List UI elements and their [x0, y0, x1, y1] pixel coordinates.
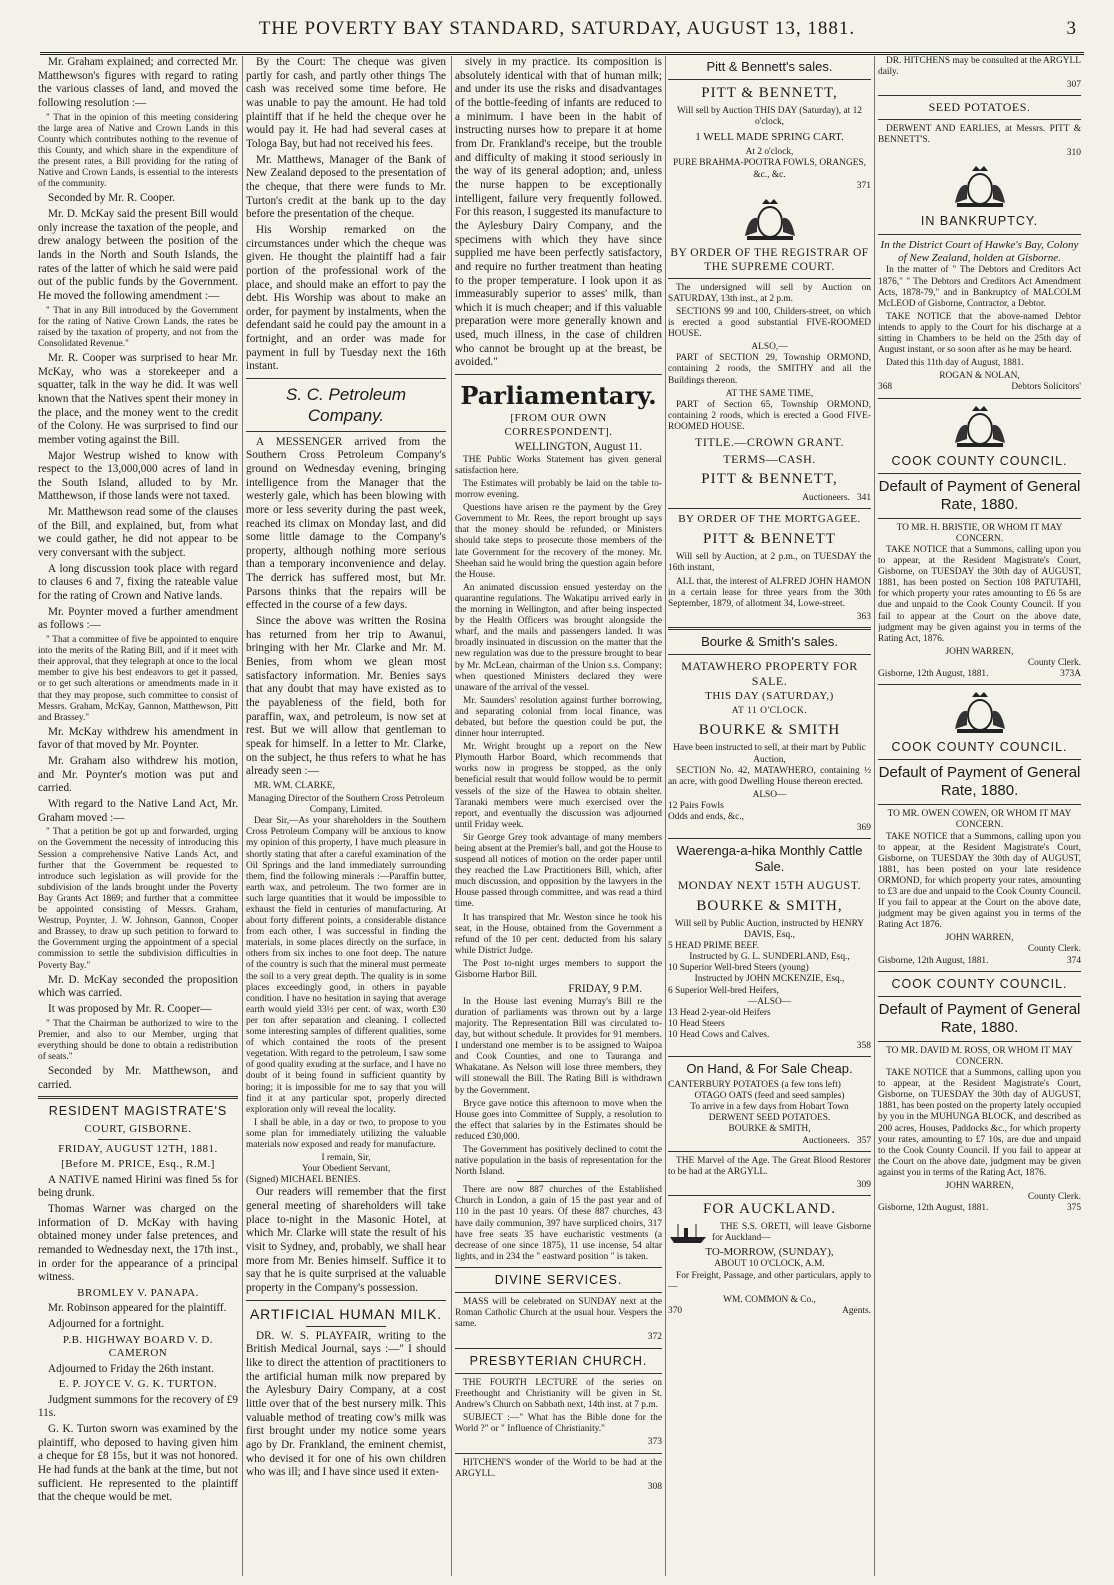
ad-line: 6 Superior Well-bred Heifers,	[668, 985, 780, 996]
section-rule	[455, 1292, 662, 1293]
section-rule	[878, 996, 1081, 997]
paragraph: Mr. D. McKay said the present Bill would only increase the taxation of the people, and drew analogy between the position of the lands in the North and South Islands, the rates of the latter of which he said were paid out of the public funds by the Government. He moved the following amendment :—	[38, 207, 238, 302]
section-rule	[878, 759, 1081, 760]
ad-line: The undersigned will sell by Auction on SATURDAY, 13th inst., at 2 p.m.	[668, 282, 871, 304]
notice: THE FOURTH LECTURE of the series on Freethought and Christianity will be given in St. Andrew's Church on Sabbath next, 14th inst. at 7 p.m.	[455, 1377, 662, 1411]
section-heading: PRESBYTERIAN CHURCH.	[469, 1353, 648, 1368]
ad-number: 374	[1066, 955, 1081, 966]
ad-line: MONDAY NEXT 15TH AUGUST.	[677, 878, 862, 893]
news-item: Bryce gave notice this afternoon to move when the House goes into Committee of Supply, a resolution to the effect that salaries by in the Estimates should be reduced £30,000.	[455, 1098, 662, 1142]
column-5	[878, 56, 1081, 1576]
section-rule	[246, 431, 446, 432]
case-title: BROMLEY V. PANAPA.	[77, 1286, 199, 1299]
ad-line: CANTERBURY POTATOES (a few tons left)	[668, 1080, 841, 1091]
section-heading: Bourke & Smith's sales.	[701, 634, 838, 650]
ad-number: 375	[1066, 1203, 1081, 1214]
ad-number: 358	[856, 1040, 871, 1051]
notice-addressee: TO MR. OWEN COWEN, OR WHOM IT MAY CONCERN.	[887, 809, 1072, 831]
ad-line: Dated this 11th day of August, 1881.	[886, 358, 1024, 369]
ad-number: 369	[856, 823, 871, 834]
paragraph: Thomas Warner was charged on the information of D. McKay with having obtained money under false pretences, and remanded to Wednesday next, the 17th inst., in order for the appearance of a principal witness.	[38, 1203, 238, 1284]
letter-body: I shall be able, in a day or two, to propose to you some plan for immediately utilizing the valuable materials now exposed and ready for manufacture.	[246, 1117, 446, 1150]
ad-heading: Waerenga-a-hika Monthly Cattle Sale.	[676, 843, 863, 875]
notice-signature-title: County Clerk.	[1027, 944, 1081, 955]
section-rule	[878, 398, 1081, 399]
news-item: There are now 887 churches of the Established Church in London, a gain of 15 the past year and of 110 in the past 10 years. Of these 887 churches, 43 have daily communion, 397 have surpliced choirs, 317 have free seats 35 have eucharistic vestments (a decrease of one since 1875), 11 use incense, 54 altar lights, and in 234 the " eastward position " is taken.	[455, 1185, 662, 1262]
section-rule	[668, 79, 871, 80]
court-name: In the District Court of Hawke's Bay, Colony of New Zealand, holden at Gisborne.	[880, 238, 1079, 265]
ad-line: BOURKE & SMITH,	[728, 1124, 811, 1135]
ad-number: 310	[1066, 148, 1081, 159]
ad-number: 371	[856, 180, 871, 191]
section-rule	[668, 278, 871, 279]
auctioneer-name: BOURKE & SMITH	[698, 722, 841, 739]
ad-number: 308	[647, 1481, 662, 1492]
ad-heading: FOR AUCKLAND.	[702, 1201, 836, 1217]
notice: HITCHEN'S wonder of the World to be had at the ARGYLL.	[455, 1457, 662, 1479]
ad-line: THIS DAY (SATURDAY,)	[705, 690, 834, 703]
paragraph: Mr. Graham explained; and corrected Mr. Matthewson's figures with regard to rating the various classes of land, and moved the following resolution :—	[38, 56, 238, 109]
ad-line: DR. HITCHENS may be consulted at the ARGYLL daily.	[878, 56, 1081, 78]
section-rule	[878, 518, 1081, 519]
auctioneer-name: PITT & BENNETT,	[701, 471, 838, 488]
ad-line: Auctioneers.	[802, 1135, 850, 1146]
paragraph: Adjourned for a fortnight.	[48, 1318, 165, 1331]
paragraph: Mr. R. Cooper was surprised to hear Mr. McKay, who was a storekeeper and a squatter, talk in the way he did. It was well known that the Natives spent their money in the place, and the money went to the credit of the Colony. He was surprised to find our member voting against the Bill.	[38, 351, 238, 446]
letter-addressee-title: Managing Director of the Southern Cross Petroleum Company, Limited.	[247, 794, 445, 816]
article-heading: Parliamentary.	[460, 381, 657, 411]
ad-number: 307	[1066, 80, 1081, 91]
ad-line: —ALSO—	[747, 996, 792, 1007]
ad-line: SECTION No. 42, MATAWHERO, containing ½ an acre, with good Dwelling House thereon erected.	[668, 765, 871, 787]
case-title: E. P. JOYCE V. G. K. TURTON.	[58, 1378, 218, 1391]
section-rule	[878, 971, 1081, 972]
section-rule	[668, 1195, 871, 1196]
section-rule	[38, 1096, 238, 1099]
ad-line: TITLE.—CROWN GRANT.	[695, 435, 844, 450]
masthead	[0, 0, 1114, 58]
news-item: Mr. Saunders' resolution against further borrowing, and separating colonial from local finance, was debated, but before the question could be put, the dinner hour interrupted.	[455, 695, 662, 740]
ad-heading: IN BANKRUPTCY.	[920, 214, 1039, 229]
amendment-quote: " That in any Bill introduced by the Government for the rating of Native Crown Lands, the rates be raised by the taxation of property, and not from the Consolidated Revenue."	[38, 305, 238, 349]
section-heading: BY ORDER OF THE REGISTRAR OF THE SUPREME COURT.	[670, 246, 869, 273]
paragraph: Mr. Poynter moved a further amendment as follows :—	[38, 605, 238, 632]
news-item: Questions have arisen re the payment by the Grey Government to Mr. Rees, the report brought up says that the money should be refunded, or Ministers should take steps to prosecute those members of the late Government for the recovery of the money. Mr. Sheehan said he would bring the question again before the House.	[455, 503, 662, 580]
ad-number: 370	[668, 1305, 683, 1316]
ad-line: Auctioneers.	[802, 492, 850, 503]
ad-line: Have been instructed to sell, at their mart by Public Auction,	[673, 743, 866, 765]
short-rule	[517, 1181, 600, 1182]
news-item: In the House last evening Murray's Bill re the duration of parliaments was thrown out by a large majority. The Representation Bill was circulated to-day, but without schedule. It provides for 91 members. I understand one member is to be assigned to Waipoa and Cook Counties, and one to Tauranga and Whakatane. As Nelson will lose three members, they will stonewall the Bill. The Rating Bill is withdrawn by the Government.	[455, 996, 662, 1096]
news-item: THE Public Works Statement has given general satisfaction here.	[455, 454, 662, 476]
ad-line: ROGAN & NOLAN,	[939, 371, 1020, 382]
section-rule	[668, 1151, 871, 1152]
short-rule	[98, 1139, 178, 1140]
motion-quote: " That the Chairman be authorized to wire to the Premier, and also to our Member, urging that everything should be done to obtain a redistribution of seats."	[38, 1018, 238, 1062]
column-divider	[665, 56, 666, 1576]
royal-crest-icon	[945, 689, 1015, 735]
section-rule	[455, 1373, 662, 1374]
ad-line: OTAGO OATS (feed and seed samples)	[694, 1091, 845, 1102]
letter-closing: I remain, Sir,	[321, 1153, 371, 1164]
ad-line: Instructed by JOHN MCKENZIE, Esq.,	[694, 974, 845, 985]
ad-line: 1 WELL MADE SPRING CART.	[695, 131, 844, 144]
article-heading: ARTIFICIAL HUMAN MILK.	[249, 1305, 443, 1322]
ad-line: TERMS—CASH.	[723, 451, 816, 466]
section-rule	[878, 804, 1081, 805]
ad-line: 10 Head Steers	[668, 1018, 725, 1029]
notice-signature: JOHN WARREN,	[945, 646, 1014, 657]
ad-line: Debtors Solicitors'	[1011, 382, 1081, 393]
ad-line: AT THE SAME TIME,	[725, 388, 814, 399]
ad-line: To arrive in a few days from Hobart Town	[690, 1102, 849, 1113]
ad-line: THE S.S. ORETI, will leave Gisborne for Auckland—	[712, 1222, 871, 1244]
auctioneer-name: PITT & BENNETT,	[701, 84, 838, 101]
paragraph: Judgment summons for the recovery of £9 11s.	[38, 1393, 238, 1420]
column-4	[668, 56, 871, 1576]
ad-line: For Freight, Passage, and other particulars, apply to—	[668, 1270, 871, 1292]
ad-line: 10 Head Cows and Calves.	[668, 1029, 770, 1040]
news-item: The Estimates will probably be laid on the table to-morrow evening.	[455, 479, 662, 501]
ad-number: 368	[878, 382, 893, 393]
masthead-rule	[40, 52, 1084, 55]
section-rule	[455, 1453, 662, 1454]
dateline: FRIDAY, 9 P.M.	[568, 983, 642, 996]
news-item: An animated discussion ensued yesterday on the quarantine regulations. The Wakatipu arrived early in the morning in Wellington, and after being inspected by the Health Officers was brought alongside the wharf, and the mails and passengers landed. It was broadly insinuated in discussion on the matter that the new regulation was due to the pressure brought to bear by Mr. McLean, chairman of the Union s.s. Company; when questioned Ministers declared they were unaware of the arrival of the vessel.	[455, 582, 662, 693]
paragraph: sively in my practice. Its composition is absolutely identical with that of human milk; and under its use the risks and disadvantages of the bottle-feeding of infants are reduced to a minimum. I have been in the habit of instructing nurses how to prepare it at home from Dr. Frankland's receipe, but the trouble and difficulty of making it stood seriously in the way of its general adoption; and, unless the nurse happen to be exceptionally intelligent, failure very frequently followed. For this reason, I suggested its manufacture to the Aylesbury Dairy Company, and the specimens with which they have since supplied me have been perfectly satisfactory, and require no further treatment than heating to the proper temperature. I look upon it as immeasurably superior to asses' milk, than which it is much cheaper; and if this valuable preparation were more generally known and used, much illness, in the case of children who cannot be brought up at the breast, be avoided."	[455, 56, 662, 369]
ad-line: ALSO,—	[751, 342, 788, 353]
paragraph: DR. W. S. PLAYFAIR, writing to the British Medical Journal, says :—" I should like to direct the attention of practitioners to the artificial human milk now prepared by the Aylesbury Dairy Company, at a cost little over that of the best nursery milk. This valuable method of treating cow's milk was first brought under my notice some years ago by Dr. Frankland, the eminent chemist, who devised it for one of his own children who was ill; and I have since used it exten-	[246, 1329, 446, 1479]
ad-number: 309	[856, 1179, 871, 1190]
paragraph: Seconded by Mr. R. Cooper.	[48, 192, 176, 205]
dateline: WELLINGTON, August 11.	[514, 441, 642, 454]
ad-number: 363	[856, 611, 871, 622]
section-rule	[668, 1056, 871, 1057]
paragraph: Our readers will remember that the first general meeting of shareholders will take place to-night in the Masonic Hotel, at which Mr. Clarke will state the result of his visit to Sydney, and, probably, we shall hear more from Mr. Benies himself. Suffice it to say that he is quite surprised at the valuable property in the Company's possession.	[246, 1186, 446, 1294]
section-rule	[455, 374, 662, 375]
ad-heading: On Hand, & For Sale Cheap.	[686, 1061, 853, 1077]
section-rule	[878, 473, 1081, 474]
section-rule	[246, 1300, 446, 1301]
paragraph: With regard to the Native Land Act, Mr. Graham moved :—	[38, 798, 238, 824]
ad-line: ABOUT 10 O'CLOCK, A.M.	[714, 1259, 825, 1270]
paragraph: Seconded by Mr. Matthewson, and carried.	[38, 1064, 238, 1091]
notice-body: TAKE NOTICE that a Summons, calling upon you to appear, at the Resident Magistrate's Court, Gisborne, on TUESDAY the 30th day of AUGUST, 1881, has been posted on Section 108 PATUTAHI, for which property your rates amounting to £6 5s are due and unpaid to the Cook County Council. If you fail to appear at the Court on the above date, judgment may be given against you in terms of the Rating Act, 1876.	[878, 544, 1081, 644]
royal-crest-icon	[945, 403, 1015, 449]
ad-line: WM. COMMON & Co.,	[723, 1294, 816, 1305]
ad-line: DERWENT AND EARLIES, at Messrs. PITT & BENNETT'S.	[878, 124, 1081, 146]
notice-body: TAKE NOTICE that a Summons, calling upon you to appear, at the Resident Magistrate's Court, Gisborne, on TUESDAY the 30th day of AUGUST, 1881, has been posted on your late residence ORMOND, for which property your rates, amounting to £3 are due and unpaid to the Cook County Council. If you fail to appear at the Court on the above date, judgment may be given against you in terms of the Rating Act 1876.	[878, 831, 1081, 931]
paragraph: A NATIVE named Hirini was fined 5s for being drunk.	[38, 1173, 238, 1200]
ad-heading: SEED POTATOES.	[928, 100, 1031, 115]
column-3	[455, 56, 662, 1576]
amendment-quote: " That a committee of five be appointed to enquire into the merits of the Rating Bill, and if it meet with their approval, that they telegraph at once to the local member to give his best endeavors to get it passed, or to get such alterations or amendments made in it that they may propose, such committee to consist of Messrs. Graham, McKay, Gannon, Matthewson, Pitt and Brassey."	[38, 635, 238, 723]
ad-number: 373A	[1060, 668, 1081, 679]
ad-line: Odds and ends, &c.,	[668, 812, 745, 823]
notice-addressee: TO MR. DAVID M. ROSS, OR WHOM IT MAY CONCERN.	[886, 1045, 1073, 1067]
section-heading: DIVINE SERVICES.	[494, 1272, 623, 1287]
paragraph: Major Westrup wished to know with respect to the 13,000,000 acres of land in the South Island, alluded to by Mr. Matthewson, if those lands were not taxed.	[38, 449, 238, 503]
column-divider	[451, 56, 452, 1576]
letter-body: Dear Sir,—As your shareholders in the Southern Cross Petroleum Company will be anxious to know my opinion of this property, I have much pleasure in shortly stating that after a careful examination of the Oil Springs and the land immediately surrounding them, find the following minerals :—Paraffin butter, earth wax, and petroleum. The two former are in such large quantities that it would be impossible to exhaust the field in centuries of manufacturing. At about forty different points, a considerable distance from each other, I was successful in finding the materials, in some places directly on the surface, in others from six inches to one foot deep. The nature of the country is such that the mineral must permeate the soil to a very great depth. The quality is in some places exceedingly good, in others in payable condition. I have no hesitation in saying that average earth would yield 33½ per cent. of wax, worth £30 per ton after separation and cleaning. I collected some interesting samples of different qualities, some of which contained the roots of the present vegetation. With regard to the petroleum, I saw some of good quality exuding at the surface, and I have no doubt of it being found in sufficient quantity by boring; it is impossible for me to say that you will find it at any particular spot, properly directed exploration only will reveal the locality.	[246, 816, 446, 1115]
notice-subject: SUBJECT :—" What has the Bible done for the World ?" or " Influence of Christianity."	[455, 1413, 662, 1435]
news-item: Sir George Grey took advantage of many members being absent at the Premier's ball, and got the House to suspend all notices of motion on the order paper until they reached the Law Practitioners Bill, which, after much discussion, and opposition by the lawyers in the House passed through committee, and was read a third time.	[455, 832, 662, 910]
ad-line: Will sell by Auction THIS DAY (Saturday), at 12 o'clock,	[677, 106, 862, 128]
notice-signature: JOHN WARREN,	[945, 1181, 1014, 1191]
section-rule	[668, 654, 871, 655]
ad-line: PART of SECTION 29, Township ORMOND, containing 2 roods, the SMITHY and all the Buildings thereon.	[668, 353, 871, 386]
paragraph: Since the above was written the Rosina has returned from her trip to Awanui, bringing with her Mr. Clarke and Mr. M. Benies, from whom we glean most satisfactory information. Mr. Benies says that any doubt that may have existed as to the payableness of the field, both for paraffin, wax, and petroleum, is now set at rest. But we will allow that gentleman to speak for himself. In a letter to Mr. Clarke, on the subject, he thus refers to what he has already seen :—	[246, 615, 446, 778]
ad-line: 12 Pairs Fowls	[668, 800, 724, 811]
page-number: 3	[1066, 18, 1076, 39]
section-rule	[878, 1041, 1081, 1042]
article-subheading: [FROM OUR OWN CORRESPONDENT].	[504, 412, 613, 438]
ad-line: In the matter of " The Debtors and Creditors Act 1876," " The Debtors and Creditors Act Amendment Acts, 1878-79," and in Bankruptcy of MALCOLM McLEOD of Gisborne, Contractor, a Debtor.	[878, 265, 1081, 309]
notice-title: Default of Payment of General Rate, 1880.	[878, 764, 1081, 800]
article-heading: S. C. Petroleum Company.	[286, 385, 406, 425]
court-subheading: COURT, GISBORNE.	[84, 1122, 192, 1135]
case-title: P.B. HIGHWAY BOARD V. D. CAMERON	[62, 1333, 214, 1360]
court-date: FRIDAY, AUGUST 12TH, 1881.	[58, 1142, 218, 1155]
notice-signature: JOHN WARREN,	[945, 933, 1014, 944]
ad-number: 341	[856, 492, 871, 503]
ad-number: 372	[647, 1332, 662, 1343]
ad-line: Will sell by Auction, at 2 p.m., on TUESDAY the 16th instant,	[668, 552, 871, 574]
ad-line: SECTIONS 99 and 100, Childers-street, on which is erected a good substantial FIVE-ROOMED HOUSE.	[668, 307, 871, 340]
section-rule	[668, 838, 871, 839]
paragraph: Mr. McKay withdrew his amendment in favor of that moved by Mr. Poynter.	[38, 725, 238, 752]
news-item: The Post to-night urges members to support the Gisborne Harbor Bill.	[455, 958, 662, 981]
section-heading: BY ORDER OF THE MORTGAGEE.	[678, 512, 861, 525]
ad-line: Will sell by Public Auction, instructed by HENRY DAVIS, Esq.,	[674, 918, 865, 941]
newspaper-title: THE POVERTY BAY STANDARD, SATURDAY, AUGUST 13, 1881.	[258, 18, 856, 39]
notice-date: Gisborne, 12th August, 1881.	[878, 955, 989, 966]
ad-line: At 2 o'clock,	[745, 147, 794, 158]
ad-line: TAKE NOTICE that the above-named Debtor intends to apply to the Court for his discharge at a sitting in Chambers to be held on the 25th day of August instant, or so soon after as he may be heard.	[878, 311, 1081, 356]
ad-line: 5 HEAD PRIME BEEF.	[668, 941, 759, 952]
ad-line: Instructed by G. L. SUNDERLAND, Esq.,	[689, 952, 850, 963]
ad-line: THE Marvel of the Age. The Great Blood Restorer to be had at the ARGYLL.	[668, 1155, 871, 1177]
paragraph: It was proposed by Mr. R. Cooper—	[48, 1002, 212, 1015]
section-rule	[878, 119, 1081, 120]
notice: MASS will be celebrated on SUNDAY next at the Roman Catholic Church at the usual hour. Vespers the same.	[455, 1297, 662, 1330]
letter-addressee: MR. WM. CLARKE,	[254, 780, 335, 791]
column-1	[38, 56, 238, 1576]
ad-line: 13 Head 2-year-old Heifers	[668, 1007, 771, 1018]
column-2	[246, 56, 446, 1576]
notice-addressee: TO MR. H. BRISTIE, OR WHOM IT MAY CONCERN.	[896, 522, 1063, 544]
section-rule	[878, 95, 1081, 96]
section-rule	[878, 234, 1081, 235]
section-heading: Pitt & Bennett's sales.	[706, 59, 833, 74]
court-heading: RESIDENT MAGISTRATE'S	[48, 1104, 228, 1119]
letter-signature: (Signed) MICHAEL BENIES.	[246, 1175, 361, 1186]
ad-line: ALL that, the interest of ALFRED JOHN HAMON in a certain lease for three years from the 30th September, 1879, of allotment 34, Lowe-street.	[668, 576, 871, 609]
petition-quote: " That a petition be got up and forwarded, urging on the Government the necessity of introducing this Session a comprehensive Native Lands Act, and further that the Government be requested to introduce such legislation as will provide for the subdivision of the lands brought under the Poverty Bay Grants Act 1869; and further that a committee be appointed consisting of Messrs. Graham, Westrup, Poynter, J. W. Johnson, Gannon, Cooper and Brassey, to draw up such petition to forward to the Government urging the appointment of a special commission to settle the subdivision difficulties in Poverty Bay."	[38, 827, 238, 971]
section-rule	[246, 378, 446, 379]
auctioneer-name: BOURKE & SMITH,	[696, 897, 843, 914]
ad-line: 10 Superior Well-bred Steers (young)	[668, 963, 809, 974]
ad-heading: COOK COUNTY COUNCIL.	[891, 740, 1068, 755]
ad-line: AT 11 O'CLOCK.	[731, 705, 808, 716]
notice-signature-title: County Clerk.	[1027, 1192, 1081, 1203]
notice-date: Gisborne, 12th August, 1881.	[878, 1203, 989, 1214]
ad-line: DERWENT SEED POTATOES.	[708, 1113, 831, 1124]
letter-closing: Your Obedient Servant,	[301, 1164, 391, 1175]
section-rule	[455, 1267, 662, 1268]
paragraph: G. K. Turton sworn was examined by the plaintiff, who deposed to having given him a cheque for £8 15s, but it was not honored. He had funds at the bank at the time, but not sufficient. He represented to the plaintiff that the cheque would be met.	[38, 1422, 238, 1504]
column-divider	[242, 56, 243, 1576]
ad-number: 373	[647, 1437, 662, 1448]
section-rule	[878, 684, 1081, 685]
notice-signature-title: County Clerk.	[1027, 657, 1081, 668]
notice-body: TAKE NOTICE that a Summons, calling upon you to appear, at the Resident Magistrate's Court, Gisborne, on TUESDAY the 30th day of AUGUST, 1881, has been posted on the property lately occupied by you in the MUHUNGA BLOCK, and described as 200 acres, Houses, Paddocks &c., for which property your rates, amounting to £7 10s, are due and unpaid to the Cook County Council. If you fail to appear at the Court on the above date, judgment may be given against you in terms of the Rating Act, 1876.	[878, 1068, 1081, 1178]
paragraph: Adjourned to Friday the 26th instant.	[48, 1362, 214, 1375]
news-item: The Government has positively declined to cotnt the native population in the basis of representation for the North Island.	[455, 1145, 662, 1178]
ad-number: 357	[856, 1135, 871, 1146]
ad-line: TO-MORROW, (SUNDAY),	[705, 1246, 834, 1259]
section-rule	[455, 1348, 662, 1349]
paragraph: Mr. D. McKay seconded the proposition which was carried.	[38, 973, 238, 1000]
paragraph: A long discussion took place with regard to clauses 6 and 7, fixing the rateable value for the rating of Crown and Native lands.	[38, 562, 238, 603]
royal-crest-icon	[945, 163, 1015, 209]
paragraph: Mr. Graham also withdrew his motion, and Mr. Poynter's motion was put and carried.	[38, 755, 238, 795]
auctioneer-name: PITT & BENNETT	[703, 531, 836, 548]
notice-title: Default of Payment of General Rate, 1880.	[878, 477, 1081, 513]
paragraph: Mr. Matthews, Manager of the Bank of New Zealand deposed to the presentation of the cheque, that there were funds to Mr. Turton's credit at the bank up to the day before the presentation of the cheque.	[246, 153, 446, 221]
paragraph: His Worship remarked on the circumstances under which the cheque was given. He thought the plaintiff had a fair portion of the professional work of the place, and should make an effort to pay the debt. His Worship was about to make an order, for payment by instalments, when the defendant said he could pay the amount in a fortnight, and an order was made for payment in full by Tuesday next the 16th instant.	[246, 223, 446, 373]
paragraph: Mr. Matthewson read some of the clauses of the Bill, and explained, but, from what we could gather, he did not appear to be very conversant with the subject.	[38, 506, 238, 560]
short-rule	[306, 1326, 386, 1327]
royal-crest-icon	[735, 196, 805, 242]
ad-heading: COOK COUNTY COUNCIL.	[891, 976, 1068, 991]
news-item: It has transpired that Mr. Weston since he took his seat, in the House, obtained from the Government a refund of the 10 per cent. deducted from his salary while District Judge.	[455, 912, 662, 956]
steamship-icon	[668, 1222, 708, 1244]
paragraph: By the Court: The cheque was given partly for cash, and partly other things The cash was received some time before. He was unable to pay the amount. He had told plaintiff that if he held the cheque over he would pay it. He had had several cases at Tologa Bay, but had not received his fees.	[246, 56, 446, 150]
section-rule	[668, 508, 871, 509]
ad-heading: COOK COUNTY COUNCIL.	[891, 453, 1068, 468]
paragraph: Mr. Robinson appeared for the plaintiff.	[48, 1302, 227, 1315]
paragraph: A MESSENGER arrived from the Southern Cross Petroleum Company's ground on Wednesday evening, bringing intelligence from the Manager that the westerly gale, which has been blowing with more or less severity during the past week, reached its climax on Monday last, and did some little damage to the Company's property, although nothing more serious than a temporary inconvenience and delay. The derrick has suffered most, but Mr. Parsons thinks that the repairs will be effected in the course of a few days.	[246, 435, 446, 612]
ad-heading: MATAWHERO PROPERTY FOR SALE.	[681, 658, 858, 688]
section-rule	[668, 627, 871, 630]
ad-line: ALSO—	[752, 789, 787, 800]
court-before: [Before M. PRICE, Esq., R.M.]	[61, 1158, 215, 1171]
ad-line: PART of Section 65, Township ORMOND, containing 2 roods, which is erected a Good FIVE-ROOMED HOUSE.	[668, 399, 871, 432]
news-item: Mr. Wright brought up a report on the New Plymouth Harbor Board, which recommends that works now in progress be stopped, as the only beneficial result that would follow would be to permit vessels of the size of the Hawea to obtain shelter. Taranaki members were much exercised over the report, and eventually the discussion was adjourned until Friday week.	[455, 742, 662, 830]
column-divider	[874, 56, 875, 1576]
resolution-quote: " That in the opinion of this meeting considering the large area of Native and Crown Lands in this County which contributes nothing to the revenue of this County, and which share in the expenditure of the present rates, a Bill providing for the rating of Native and Crown Lands, is essential to the interests of the community.	[38, 112, 238, 190]
ad-line: Agents.	[842, 1305, 871, 1316]
ad-line: PURE BRAHMA-POOTRA FOWLS, ORANGES, &c., &c.	[673, 158, 866, 180]
notice-date: Gisborne, 12th August, 1881.	[878, 668, 989, 679]
notice-title: Default of Payment of General Rate, 1880.	[878, 1000, 1081, 1036]
